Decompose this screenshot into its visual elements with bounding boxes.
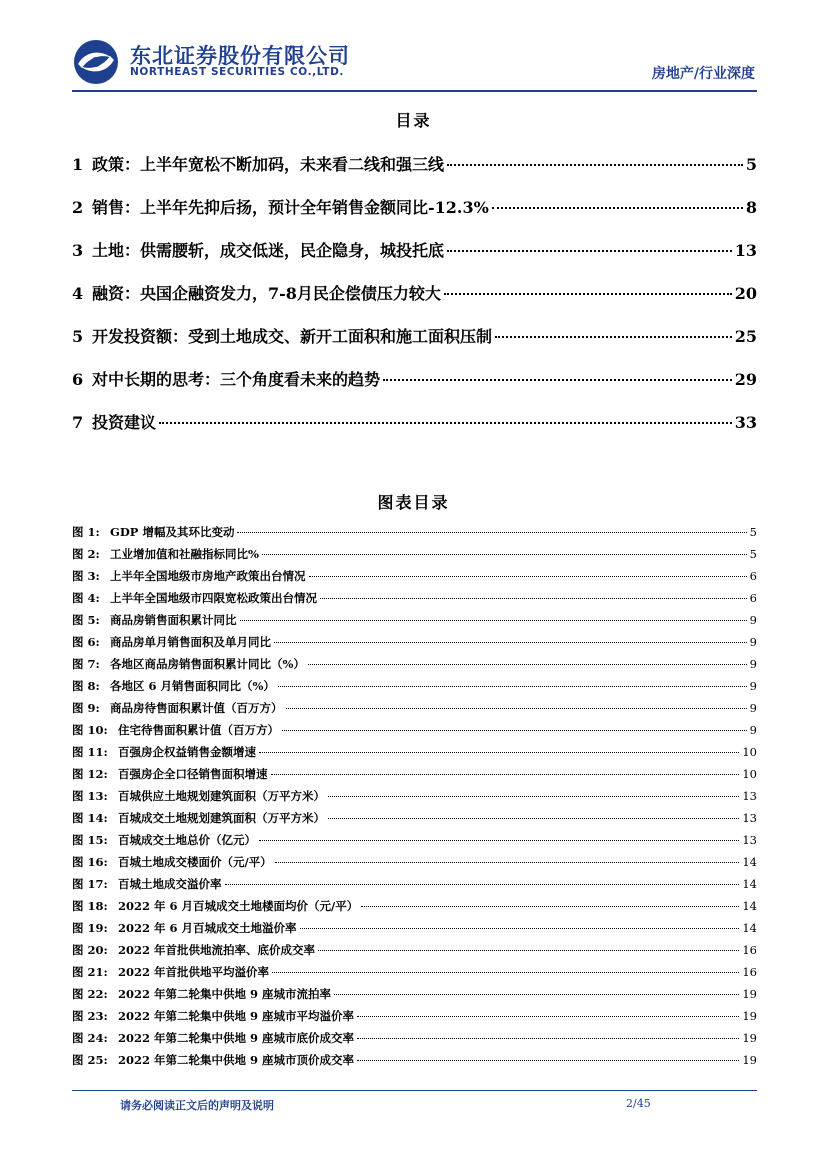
footer-page-number: 2/45 bbox=[626, 1097, 651, 1110]
dot-leader bbox=[262, 554, 747, 555]
toc-heading: 目录 bbox=[395, 111, 432, 130]
figure-page: 9 bbox=[749, 657, 757, 671]
figure-page: 14 bbox=[742, 877, 757, 891]
toc-item-page: 20 bbox=[734, 284, 757, 303]
figure-page: 6 bbox=[749, 569, 757, 583]
figure-page: 19 bbox=[742, 1009, 757, 1023]
figure-item[interactable] bbox=[72, 876, 757, 898]
figure-page: 14 bbox=[742, 855, 757, 869]
toc-item-number: 2 bbox=[72, 198, 84, 217]
figure-page: 19 bbox=[742, 1031, 757, 1045]
figure-item[interactable] bbox=[72, 546, 757, 568]
figure-item[interactable] bbox=[72, 678, 757, 700]
figure-title: 上半年全国地级市房地产政策出台情况 bbox=[110, 569, 306, 583]
company-name-en: NORTHEAST SECURITIES CO.,LTD. bbox=[130, 66, 344, 78]
toc-item[interactable] bbox=[72, 410, 757, 453]
figure-title: 百城成交土地总价（亿元） bbox=[118, 833, 256, 847]
footer-divider bbox=[72, 1090, 757, 1091]
figure-label: 图 23: bbox=[72, 1009, 108, 1023]
dot-leader bbox=[495, 336, 732, 338]
figure-label: 图 20: bbox=[72, 943, 108, 957]
figure-item[interactable] bbox=[72, 634, 757, 656]
toc-item-page: 5 bbox=[745, 155, 757, 174]
company-name-cn: 东北证券股份有限公司 bbox=[130, 44, 350, 68]
figure-title: 百强房企全口径销售面积增速 bbox=[118, 767, 268, 781]
figure-label: 图 11: bbox=[72, 745, 108, 759]
dot-leader bbox=[383, 379, 732, 381]
figure-title: 商品房销售面积累计同比 bbox=[110, 613, 237, 627]
dot-leader bbox=[286, 708, 747, 709]
dot-leader bbox=[447, 164, 743, 166]
page-header bbox=[0, 0, 827, 95]
figure-label: 图 24: bbox=[72, 1031, 108, 1045]
dot-leader bbox=[282, 730, 747, 731]
figure-label: 图 22: bbox=[72, 987, 108, 1001]
figures-heading: 图表目录 bbox=[377, 493, 450, 512]
dot-leader bbox=[240, 620, 747, 621]
figure-label: 图 25: bbox=[72, 1053, 108, 1067]
figure-label: 图 8: bbox=[72, 679, 100, 693]
figure-item[interactable] bbox=[72, 612, 757, 634]
dot-leader bbox=[237, 532, 746, 533]
toc-item-number: 4 bbox=[72, 284, 84, 303]
dot-leader bbox=[259, 752, 739, 753]
toc-item-page: 8 bbox=[745, 198, 757, 217]
report-category: 房地产/行业深度 bbox=[651, 66, 755, 82]
dot-leader bbox=[300, 928, 740, 929]
header-divider bbox=[72, 90, 757, 92]
figure-label: 图 1: bbox=[72, 525, 100, 539]
figure-page: 13 bbox=[742, 811, 757, 825]
dot-leader bbox=[318, 950, 739, 951]
toc-item-title: 销售：上半年先抑后扬，预计全年销售金额同比-12.3% bbox=[92, 198, 489, 217]
dot-leader bbox=[357, 1060, 739, 1061]
dot-leader bbox=[225, 884, 740, 885]
figure-item[interactable] bbox=[72, 810, 757, 832]
figure-item[interactable] bbox=[72, 986, 757, 1008]
figure-label: 图 21: bbox=[72, 965, 108, 979]
figure-item[interactable] bbox=[72, 766, 757, 788]
figure-page: 19 bbox=[742, 987, 757, 1001]
figure-title: 各地区 6 月销售面积同比（%） bbox=[110, 679, 275, 693]
figure-page: 10 bbox=[742, 767, 757, 781]
toc-item-title: 政策：上半年宽松不断加码，未来看二线和强三线 bbox=[92, 155, 445, 174]
footer-disclaimer: 请务必阅读正文后的声明及说明 bbox=[120, 1099, 274, 1112]
figure-item[interactable] bbox=[72, 700, 757, 722]
figure-item[interactable] bbox=[72, 788, 757, 810]
toc-list bbox=[72, 152, 757, 453]
figure-title: 2022 年第二轮集中供地 9 座城市平均溢价率 bbox=[118, 1009, 355, 1023]
figure-label: 图 4: bbox=[72, 591, 100, 605]
figure-title: 2022 年第二轮集中供地 9 座城市流拍率 bbox=[118, 987, 332, 1001]
dot-leader bbox=[274, 642, 747, 643]
dot-leader bbox=[328, 796, 739, 797]
figure-page: 9 bbox=[749, 723, 757, 737]
dot-leader bbox=[159, 422, 732, 424]
figure-item[interactable] bbox=[72, 920, 757, 942]
dot-leader bbox=[278, 686, 747, 687]
toc-item-title: 投资建议 bbox=[92, 413, 157, 432]
toc-item-page: 29 bbox=[734, 370, 757, 389]
toc-item-number: 1 bbox=[72, 155, 84, 174]
dot-leader bbox=[309, 576, 747, 577]
figure-label: 图 15: bbox=[72, 833, 108, 847]
toc-item[interactable] bbox=[72, 324, 757, 367]
figure-item[interactable] bbox=[72, 1030, 757, 1052]
figure-page: 13 bbox=[742, 833, 757, 847]
dot-leader bbox=[259, 840, 739, 841]
figure-title: 2022 年首批供地平均溢价率 bbox=[118, 965, 270, 979]
figure-label: 图 12: bbox=[72, 767, 108, 781]
figure-title: 商品房单月销售面积及单月同比 bbox=[110, 635, 271, 649]
figure-page: 5 bbox=[749, 547, 757, 561]
figure-page: 19 bbox=[742, 1053, 757, 1067]
figure-title: 2022 年第二轮集中供地 9 座城市底价成交率 bbox=[118, 1031, 355, 1045]
figure-label: 图 13: bbox=[72, 789, 108, 803]
toc-item-page: 13 bbox=[734, 241, 757, 260]
toc-item-title: 对中长期的思考：三个角度看未来的趋势 bbox=[92, 370, 381, 389]
dot-leader bbox=[308, 664, 747, 665]
figure-item[interactable] bbox=[72, 1008, 757, 1030]
figure-title: 商品房待售面积累计值（百万方） bbox=[110, 701, 283, 715]
figure-item[interactable] bbox=[72, 832, 757, 854]
figure-label: 图 9: bbox=[72, 701, 100, 715]
figure-title: 各地区商品房销售面积累计同比（%） bbox=[110, 657, 305, 671]
figure-page: 6 bbox=[749, 591, 757, 605]
figure-page: 10 bbox=[742, 745, 757, 759]
figure-item[interactable] bbox=[72, 744, 757, 766]
figure-title: 百城供应土地规划建筑面积（万平方米） bbox=[118, 789, 325, 803]
toc-item-page: 33 bbox=[734, 413, 757, 432]
figure-item[interactable] bbox=[72, 568, 757, 590]
figure-page: 14 bbox=[742, 899, 757, 913]
toc-item[interactable] bbox=[72, 281, 757, 324]
figure-title: 百城成交土地规划建筑面积（万平方米） bbox=[118, 811, 325, 825]
toc-item[interactable] bbox=[72, 367, 757, 410]
figure-list bbox=[72, 524, 757, 1074]
dot-leader bbox=[492, 207, 743, 209]
figure-item[interactable] bbox=[72, 656, 757, 678]
figure-title: 百城土地成交楼面价（元/平） bbox=[118, 855, 272, 869]
figure-item[interactable] bbox=[72, 524, 757, 546]
toc-item-title: 开发投资额：受到土地成交、新开工面积和施工面积压制 bbox=[92, 327, 493, 346]
figure-item[interactable] bbox=[72, 722, 757, 744]
figure-page: 13 bbox=[742, 789, 757, 803]
northeast-securities-logo-icon bbox=[72, 38, 120, 86]
figure-page: 9 bbox=[749, 635, 757, 649]
figure-label: 图 2: bbox=[72, 547, 100, 561]
toc-item-page: 25 bbox=[734, 327, 757, 346]
figure-label: 图 18: bbox=[72, 899, 108, 913]
figure-page: 9 bbox=[749, 701, 757, 715]
figure-label: 图 6: bbox=[72, 635, 100, 649]
figure-item[interactable] bbox=[72, 964, 757, 986]
figure-label: 图 5: bbox=[72, 613, 100, 627]
dot-leader bbox=[334, 994, 739, 995]
toc-item-title: 融资：央国企融资发力，7-8月民企偿债压力较大 bbox=[92, 284, 441, 303]
toc-item-number: 3 bbox=[72, 241, 84, 260]
figure-page: 9 bbox=[749, 613, 757, 627]
dot-leader bbox=[357, 1038, 739, 1039]
dot-leader bbox=[447, 250, 732, 252]
dot-leader bbox=[320, 598, 747, 599]
figure-title: 住宅待售面积累计值（百万方） bbox=[118, 723, 279, 737]
figure-page: 16 bbox=[742, 965, 757, 979]
figure-label: 图 3: bbox=[72, 569, 100, 583]
figure-title: 百城土地成交溢价率 bbox=[118, 877, 222, 891]
figure-item[interactable] bbox=[72, 1052, 757, 1074]
figure-label: 图 19: bbox=[72, 921, 108, 935]
figure-item[interactable] bbox=[72, 942, 757, 964]
toc-item-number: 6 bbox=[72, 370, 84, 389]
toc-item[interactable] bbox=[72, 152, 757, 195]
toc-item-number: 7 bbox=[72, 413, 84, 432]
figure-item[interactable] bbox=[72, 590, 757, 612]
figure-page: 16 bbox=[742, 943, 757, 957]
toc-item-title: 土地：供需腰斩，成交低迷，民企隐身，城投托底 bbox=[92, 241, 445, 260]
dot-leader bbox=[357, 1016, 739, 1017]
figure-title: 2022 年首批供地流拍率、底价成交率 bbox=[118, 943, 316, 957]
toc-item-number: 5 bbox=[72, 327, 84, 346]
figure-title: 2022 年第二轮集中供地 9 座城市顶价成交率 bbox=[118, 1053, 355, 1067]
dot-leader bbox=[328, 818, 739, 819]
figure-title: 工业增加值和社融指标同比% bbox=[110, 547, 259, 561]
figure-title: 上半年全国地级市四限宽松政策出台情况 bbox=[110, 591, 317, 605]
figure-title: 百强房企权益销售金额增速 bbox=[118, 745, 256, 759]
dot-leader bbox=[361, 906, 739, 907]
figure-title: 2022 年 6 月百城成交土地溢价率 bbox=[118, 921, 297, 935]
figure-title: GDP 增幅及其环比变动 bbox=[110, 525, 235, 539]
toc-item[interactable] bbox=[72, 238, 757, 281]
figure-label: 图 7: bbox=[72, 657, 100, 671]
figure-label: 图 17: bbox=[72, 877, 108, 891]
dot-leader bbox=[444, 293, 732, 295]
figure-page: 9 bbox=[749, 679, 757, 693]
figure-title: 2022 年 6 月百城成交土地楼面均价（元/平） bbox=[118, 899, 359, 913]
figure-item[interactable] bbox=[72, 898, 757, 920]
dot-leader bbox=[271, 774, 740, 775]
figure-item[interactable] bbox=[72, 854, 757, 876]
figure-label: 图 14: bbox=[72, 811, 108, 825]
dot-leader bbox=[272, 972, 739, 973]
figure-label: 图 16: bbox=[72, 855, 108, 869]
toc-item[interactable] bbox=[72, 195, 757, 238]
figure-page: 5 bbox=[749, 525, 757, 539]
figure-page: 14 bbox=[742, 921, 757, 935]
dot-leader bbox=[275, 862, 740, 863]
figure-label: 图 10: bbox=[72, 723, 108, 737]
